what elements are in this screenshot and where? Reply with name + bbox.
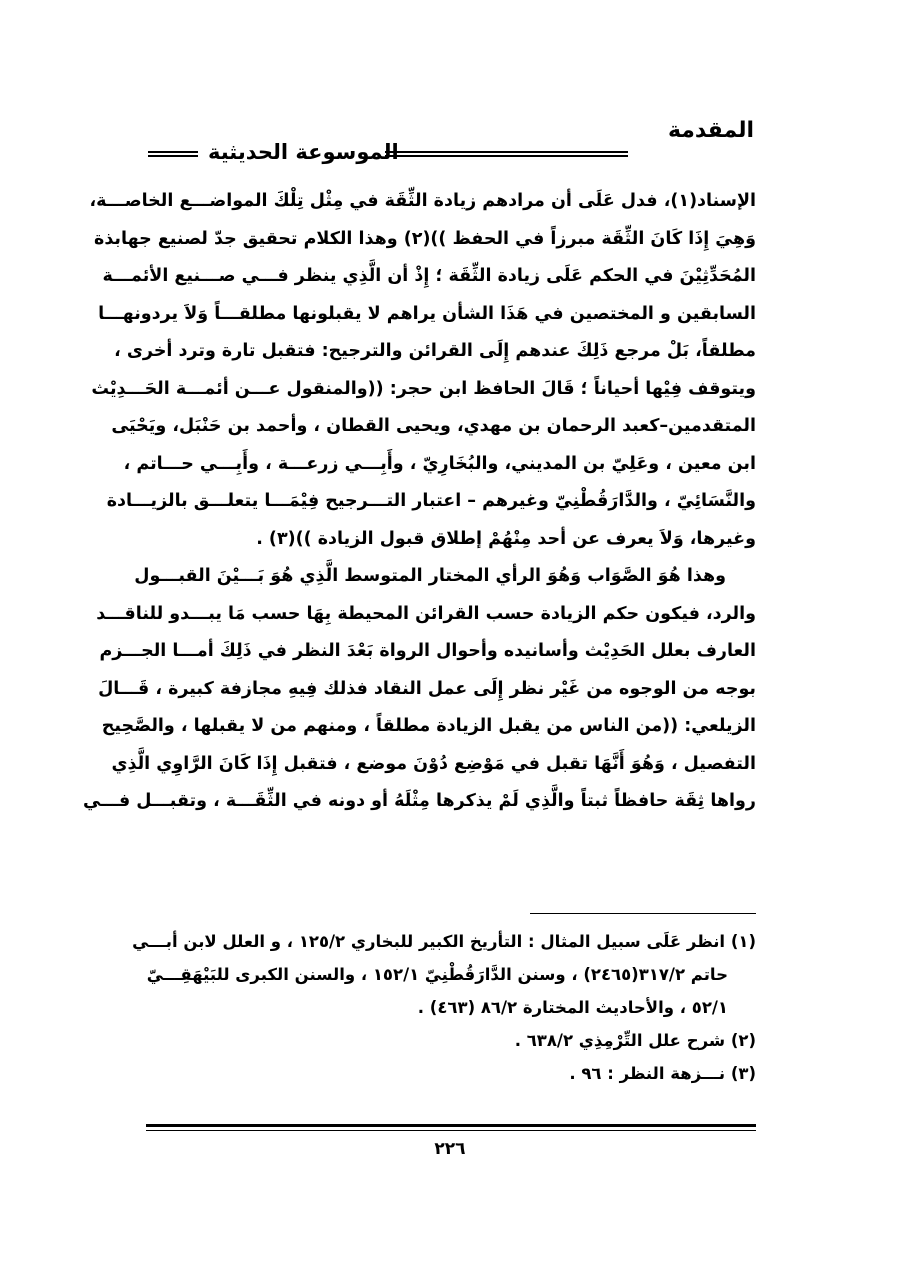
footnote-line: (١) انظر عَلَى سبيل المثال : التأريخ الكبير للبخاري ١٢٥/٢ ، و العلل لابن أبـــي — [132, 932, 756, 951]
header-rule-left — [148, 151, 198, 157]
body-line: وَهِيَ إِذَا كَانَ الثِّقَة مبرزاً في الحفظ ))(٢) وهذا الكلام تحقيق جدّ لصنيع جهابذة — [93, 228, 756, 249]
body-line: بوجه من الوجوه من غَيْر نظر إِلَى عمل النقاد فذلك فِيهِ مجازفة كبيرة ، قَـــالَ — [98, 678, 756, 699]
body-text — [83, 183, 756, 821]
footnote-line: ٥٢/١ ، والأحاديث المختارة ٨٦/٢ (٤٦٣) . — [417, 998, 728, 1017]
body-line: والنَّسَائِيّ ، والدَّارَقُطْنِيّ وغيرهم – اعتبار التـــرجيح فِيْمَـــا يتعلـــق بالزيـــادة — [106, 491, 756, 511]
body-line: ابن معين ، وعَلِيّ بن المديني، والبُخَارِيّ ، وأَبِـــي زرعـــة ، وأَبِـــي حـــاتم ، — [123, 453, 756, 474]
body-line: رواها ثِقَة حافظاً ثبتاً والَّذِي لَمْ يذكرها مِثْلَهُ أو دونه في الثِّقَـــة ، وتقبـــل فـــي — [83, 791, 756, 811]
body-line: التفصيل ، وَهُوَ أَنَّهَا تقبل في مَوْضِع دُوْنَ موضع ، فتقبل إِذَا كَانَ الرَّاوِي الَّذِي — [111, 753, 756, 774]
footnote-line: حاتم ٣١٧/٢(٢٤٦٥) ، وسنن الدَّارَقُطْنِيّ ١٥٢/١ ، والسنن الكبرى للبَيْهَقِـــيّ — [146, 965, 728, 984]
body-line: الإسناد(١)، فدل عَلَى أن مرادهم زيادة الثِّقَة في مِثْل تِلْكَ المواضـــع الخاصـــة، — [89, 191, 756, 211]
page-number: ٢٢٦ — [434, 1139, 466, 1159]
body-line: والرد، فيكون حكم الزيادة حسب القرائن المحيطة بِهَا حسب مَا يبـــدو للناقـــد — [96, 603, 756, 624]
body-line: العارف بعلل الحَدِيْث وأسانيده وأحوال الرواة بَعْدَ النظر في ذَلِكَ أمـــا الجـــزم — [99, 641, 756, 661]
footnotes — [132, 925, 756, 1090]
footer-rule — [146, 1124, 756, 1131]
section-title: المقدمة — [667, 118, 754, 143]
footnote-separator — [530, 913, 756, 914]
body-line: وهذا هُوَ الصَّوَاب وَهُوَ الرأي المختار المتوسط الَّذِي هُوَ بَـــيْنَ القبـــول — [134, 566, 726, 586]
body-line: المتقدمين–كعبد الرحمان بن مهدي، ويحيى القطان ، وأحمد بن حَنْبَل، ويَحْيَى — [111, 416, 756, 436]
footnote-line: (٢) شرح علل التِّرْمِذِي ٦٣٨/٢ . — [514, 1031, 756, 1050]
body-line: مطلقاً، بَلْ مرجع ذَلِكَ عندهم إِلَى القرائن والترجيح: فتقبل تارة وترد أخرى ، — [114, 341, 756, 361]
body-line: وغيرها، وَلاَ يعرف عن أحد مِنْهُمْ إطلاق قبول الزيادة ))(٣) . — [256, 528, 756, 549]
body-line: ويتوقف فِيْها أحياناً ؛ قَالَ الحافظ ابن حجر: ((والمنقول عـــن أئمـــة الحَـــدِيْث — [91, 378, 756, 399]
book-title: الموسوعة الحديثية — [208, 140, 399, 164]
body-line: المُحَدِّثِيْنَ في الحكم عَلَى زيادة الثِّقَة ؛ إِذْ أن الَّذِي ينظر فـــي صـــنيع الأئمـــة — [102, 266, 756, 286]
footnote-line: (٣) نـــزهة النظر : ٩٦ . — [569, 1064, 756, 1083]
body-line: السابقين و المختصين في هَذَا الشأن يراهم لا يقبلونها مطلقـــاً وَلاَ يردونهـــا — [98, 303, 756, 324]
body-line: الزيلعي: ((من الناس من يقبل الزيادة مطلقاً ، ومنهم من لا يقبلها ، والصَّحِيح — [101, 716, 756, 736]
header-rule-middle — [385, 151, 628, 157]
